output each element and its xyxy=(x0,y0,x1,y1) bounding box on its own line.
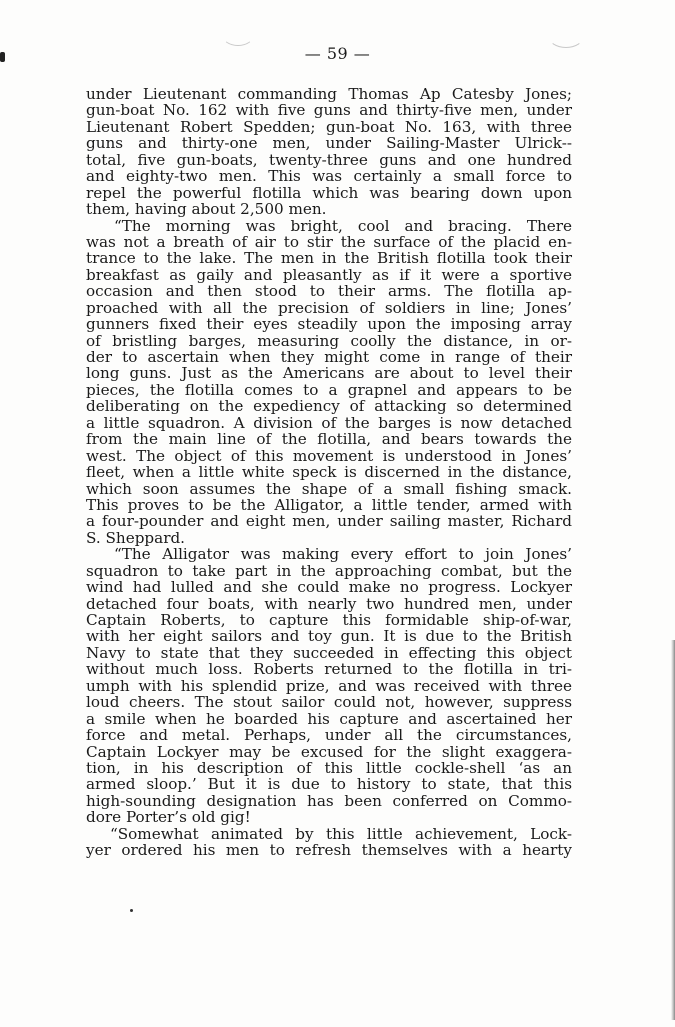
text-line: S. Sheppard. xyxy=(86,528,186,547)
text-line: pieces, the flotilla comes to a grapnel and appears to be xyxy=(86,380,572,399)
text-line: wind had lulled and she could make no progress. Lockyer xyxy=(86,578,572,597)
text-line: from the main line of the flotilla, and bears towards the xyxy=(86,430,572,449)
text-line: with her eight sailors and toy gun. It is due to the British xyxy=(86,627,572,646)
text-line: Lieutenant Robert Spedden; gun-boat No. 163, with three xyxy=(86,117,572,136)
text-line: a four-pounder and eight men, under sailing master, Richard xyxy=(86,512,572,531)
text-line: Captain Roberts, to capture this formidable ship-of-war, xyxy=(86,611,572,629)
text-line: “Somewhat animated by this little achievement, Lock- xyxy=(110,824,572,843)
text-line: of bristling barges, measuring coolly the distance, in or- xyxy=(86,331,572,350)
text-line: umph with his splendid prize, and was received with three xyxy=(86,676,572,695)
text-line: long guns. Just as the Americans are about to level their xyxy=(86,364,572,383)
text-line: squadron to take part in the approaching combat, but the xyxy=(86,561,572,580)
text-line: Captain Lockyer may be excused for the slight exaggera- xyxy=(86,742,572,761)
text-line: a smile when he boarded his capture and ascertained her xyxy=(86,709,572,728)
text-line: Navy to state that they succeeded in effecting this object xyxy=(86,643,572,662)
text-line: dore Porter’s old gig! xyxy=(86,808,251,827)
text-line: them, having about 2,500 men. xyxy=(86,200,327,219)
text-line: a little squadron. A division of the barges is now detached xyxy=(86,413,572,432)
text-line: west. The object of this movement is understood in Jones’ xyxy=(86,446,572,465)
page-number: — 59 — xyxy=(304,44,371,63)
text-line: detached four boats, with nearly two hundred men, under xyxy=(86,594,572,613)
page-edge-shadow xyxy=(671,640,675,1020)
text-line: tion, in his description of this little cockle-shell ‘as an xyxy=(86,758,572,777)
text-line: which soon assumes the shape of a small fishing smack. xyxy=(86,479,572,498)
text-line: total, five gun-boats, twenty-three guns and one hundred xyxy=(86,150,572,169)
text-line: force and metal. Perhaps, under all the circumstances, xyxy=(86,726,572,745)
text-line: and eighty-two men. This was certainly a small force to xyxy=(86,167,572,186)
text-line: armed sloop.’ But it is due to history to state, that this xyxy=(86,775,572,794)
text-line: high-sounding designation has been conferred on Commo- xyxy=(86,791,572,810)
text-line: was not a breath of air to stir the surface of the placid en- xyxy=(86,232,572,251)
body-text xyxy=(86,86,572,859)
page-fold-mark-left xyxy=(222,24,254,46)
text-line: proached with all the precision of soldiers in line; Jones’ xyxy=(86,298,572,317)
ink-speck xyxy=(130,909,133,912)
text-line: breakfast as gaily and pleasantly as if it were a sportive xyxy=(86,265,572,284)
text-line: “The morning was bright, cool and bracing. There xyxy=(114,216,572,235)
text-line: repel the powerful flotilla which was bearing down upon xyxy=(86,183,572,202)
text-line: fleet, when a little white speck is discerned in the distance, xyxy=(86,463,572,482)
text-line: This proves to be the Alligator, a little tender, armed with xyxy=(86,495,572,514)
text-line: der to ascertain when they might come in range of their xyxy=(86,348,572,366)
text-line: “The Alligator was making every effort to join Jones’ xyxy=(114,545,572,564)
text-line: yer ordered his men to refresh themselves with a hearty xyxy=(86,841,572,860)
text-line: trance to the lake. The men in the British flotilla took their xyxy=(86,249,572,268)
text-line: guns and thirty-one men, under Sailing-Master Ulrick-- xyxy=(86,134,572,153)
text-line: loud cheers. The stout sailor could not, however, suppress xyxy=(86,693,572,712)
text-line: gun-boat No. 162 with five guns and thirty-five men, under xyxy=(86,101,572,120)
text-line: without much loss. Roberts returned to the flotilla in tri- xyxy=(86,660,572,679)
text-line: occasion and then stood to their arms. The flotilla ap- xyxy=(86,282,572,301)
text-line: gunners fixed their eyes steadily upon the imposing array xyxy=(86,315,572,334)
text-line: under Lieutenant commanding Thomas Ap Catesby Jones; xyxy=(86,85,572,103)
text-line: deliberating on the expediency of attacking so determined xyxy=(86,397,572,416)
